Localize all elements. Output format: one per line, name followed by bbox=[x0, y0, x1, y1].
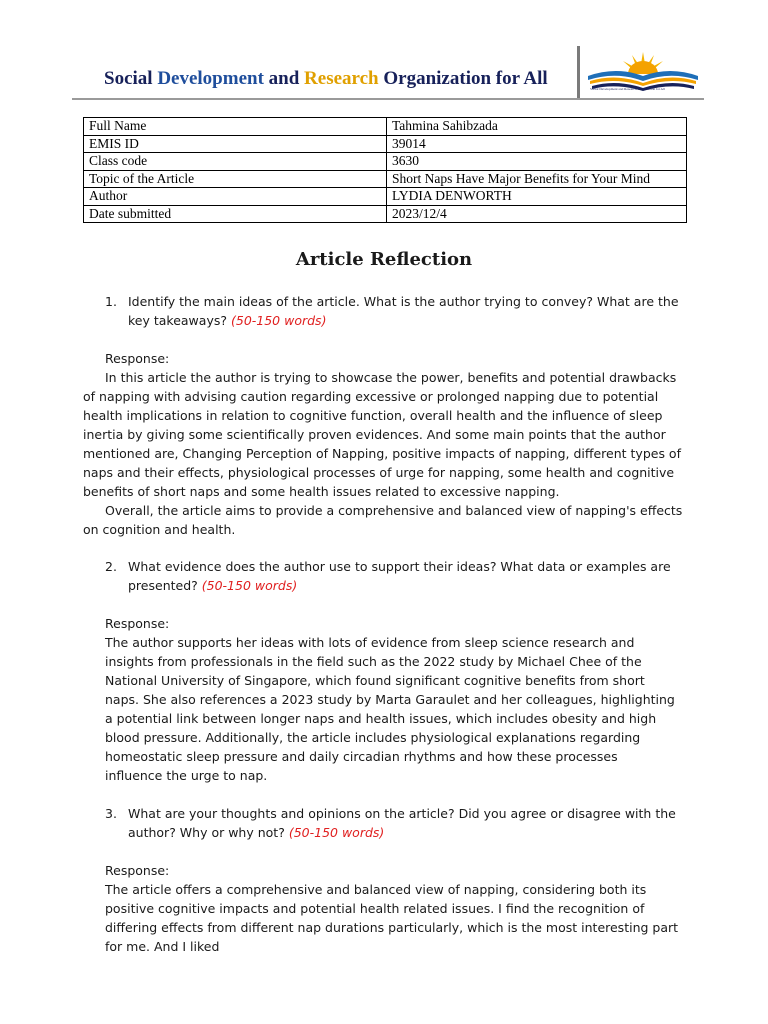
response-label: Response: bbox=[105, 863, 170, 878]
table-cell-label: Date submitted bbox=[84, 205, 387, 223]
table-cell-value: Short Naps Have Major Benefits for Your Mind bbox=[387, 170, 687, 188]
response-label: Response: bbox=[105, 616, 170, 631]
response-paragraph: Overall, the article aims to provide a comprehensive and balanced view of napping's effects on cognition and health. bbox=[83, 503, 683, 537]
response-paragraph: The article offers a comprehensive and balanced view of napping, considering both its positive cognitive impacts and potential health related issues. I find the recognition of differing effects from different nap durations particularly, which is the most interesting part for me. And I liked bbox=[105, 882, 679, 954]
word-limit: (50-150 words) bbox=[230, 313, 327, 328]
org-title-part: and bbox=[263, 68, 305, 89]
question-3 bbox=[105, 804, 685, 842]
table-row bbox=[84, 170, 687, 188]
table-cell-label: Topic of the Article bbox=[84, 170, 387, 188]
response-label: Response: bbox=[105, 351, 170, 366]
question-1 bbox=[105, 292, 685, 330]
question-text: Identify the main ideas of the article. What is the author trying to convey? What are the key takeaways? bbox=[128, 294, 679, 328]
table-cell-label: Author bbox=[84, 188, 387, 206]
table-row bbox=[84, 135, 687, 153]
table-row bbox=[84, 153, 687, 171]
question-text: What are your thoughts and opinions on the article? Did you agree or disagree with the author? Why or why not? bbox=[128, 806, 676, 840]
response-paragraph: In this article the author is trying to showcase the power, benefits and potential drawbacks of napping with advising caution regarding excessive or prolonged napping due to potential health implications in relation to cognitive function, overall health and the influence of sleep inertia by giving some scientifically proven evidences. And some main points that the author mentioned are, Changing Perception of Napping, positive impacts of napping, different types of naps and their effects, physiological processes of urge for napping, some health and cognitive benefits of short naps and some health issues related to excessive napping. bbox=[83, 370, 681, 499]
student-info-table bbox=[83, 117, 687, 223]
org-title-part: Social bbox=[104, 68, 158, 89]
org-title-part: Organization for All bbox=[378, 68, 548, 89]
word-limit: (50-150 words) bbox=[288, 825, 385, 840]
page-title: Article Reflection bbox=[295, 249, 473, 270]
header-divider bbox=[72, 98, 704, 100]
table-cell-value: Tahmina Sahibzada bbox=[387, 118, 687, 136]
table-cell-label: Full Name bbox=[84, 118, 387, 136]
table-cell-value: 3630 bbox=[387, 153, 687, 171]
org-title-part: Research bbox=[304, 68, 379, 89]
question-number: 2. bbox=[105, 559, 117, 574]
question-2 bbox=[105, 557, 685, 595]
question-text: What evidence does the author use to support their ideas? What data or examples are presented? bbox=[128, 559, 671, 593]
question-number: 1. bbox=[105, 294, 117, 309]
table-row bbox=[84, 205, 687, 223]
org-title-part: Development bbox=[157, 68, 264, 89]
organization-title bbox=[104, 68, 548, 90]
table-cell-value: 39014 bbox=[387, 135, 687, 153]
question-number: 3. bbox=[105, 806, 117, 821]
header-divider-vertical bbox=[577, 46, 580, 98]
logo-caption: Social Development and Research Organization for All bbox=[590, 87, 665, 91]
table-row bbox=[84, 188, 687, 206]
document-header bbox=[72, 44, 704, 102]
table-cell-value: 2023/12/4 bbox=[387, 205, 687, 223]
table-cell-label: Class code bbox=[84, 153, 387, 171]
word-limit: (50-150 words) bbox=[201, 578, 298, 593]
table-row bbox=[84, 118, 687, 136]
table-cell-value: LYDIA DENWORTH bbox=[387, 188, 687, 206]
response-paragraph: The author supports her ideas with lots of evidence from sleep science research and insights from professionals in the field such as the 2022 study by Michael Chee of the National University of Singapore, which found significant cognitive benefits from short naps. She also references a 2023 study by Marta Garaulet and her colleagues, highlighting a potential link between longer naps and health issues, which includes obesity and high blood pressure. Additionally, the article includes physiological explanations regarding homeostatic sleep pressure and daily circadian rhythms and how these processes influence the urge to nap. bbox=[105, 635, 675, 783]
table-cell-label: EMIS ID bbox=[84, 135, 387, 153]
